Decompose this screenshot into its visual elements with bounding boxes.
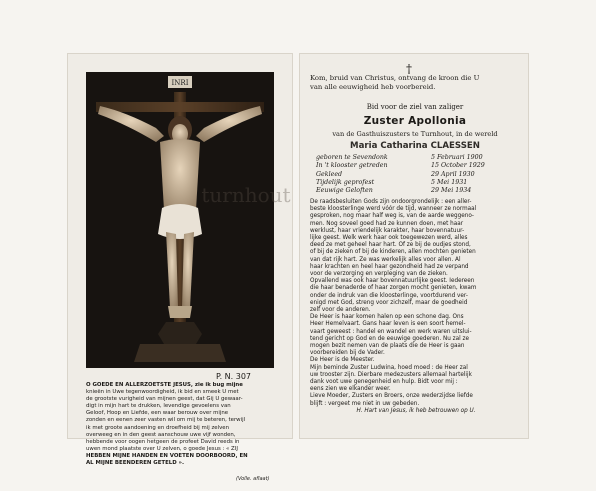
date-value: 29 Mei 1934: [431, 187, 472, 195]
prayer-line: AL MIJNE BEENDEREN GETELD ».: [86, 460, 185, 467]
prayer-line: digt in mijn hart te drukken, levendige gevoelens van: [86, 403, 231, 410]
prayer-line: ik met groote aandoening en droefheid bij mij zelven: [86, 424, 230, 431]
crucifix-illustration: [86, 72, 291, 368]
body-line: beste kloosterlinge werd vóór de tijd, wanneer ze normaal: [310, 206, 477, 213]
pray-for-line: Bid voor de ziel van zaliger: [366, 103, 464, 111]
body-line: dank voot uwe genegenheid en hulp. Bidt voor mij :: [310, 379, 458, 386]
deceased-name: Zuster Apollonia: [363, 115, 467, 127]
opening-line: Kom, bruid van Christus, ontvang de kroon die U: [310, 74, 480, 82]
prayer-line: uwen mond plaatste over U zelven, o goede Jesus : « ZIJ: [86, 445, 238, 452]
body-line: enigd met God, streng voor zichzelf, maar de goedheid: [310, 299, 468, 306]
prayer-line: knieën in Uwe tegenwoordigheid, ik bid en smeek U met: [86, 389, 239, 396]
body-line: Lieve Moeder, Zusters en Broers, onze wederzijdse liefde: [310, 393, 473, 400]
body-line: Opvallend was ook haar bovennatuurlijke geest. Iedereen: [310, 278, 475, 285]
body-line: eens zien we elkander weer.: [310, 386, 391, 393]
opening-verse: [310, 74, 520, 92]
date-value: 15 October 1929: [431, 162, 485, 170]
date-label: In 't klooster getreden: [316, 162, 388, 170]
body-line: Mijn beminde Zuster Ludwina, hoed moed : de Heer zal: [310, 364, 468, 371]
body-line: vaart geweest : handel en wandel en werk waren uitslui-: [310, 328, 472, 335]
body-line: of bij de zieken of bij de kinderen, allen mochten genieten: [310, 249, 476, 256]
date-value: 5 Mei 1931: [431, 178, 468, 186]
prayer-line: O GOEDE EN ALLERZOETSTE JESUS, zie ik bug mijne: [86, 382, 243, 388]
body-line: Heer Hemelvaart. Gans haar leven is een soort hemel-: [310, 321, 466, 328]
inri-label: INRI: [171, 79, 189, 87]
indulgence-note: (Volle. aflaat): [236, 476, 270, 482]
body-line: onder de indruk van die kloosterlinge, voortdurend ver-: [310, 292, 468, 299]
memorial-text: [310, 199, 522, 415]
date-value: 29 April 1930: [431, 170, 475, 178]
prayer-line: HEBBEN MIJNE HANDEN EN VOETEN DOORBOORD, EN: [86, 452, 248, 459]
prayer-line: zonden en eenen zeer vasten wil om mij te beteren, terwijl: [86, 417, 246, 424]
prayer-line: de grootste vurigheid van mijnen geest, dat Gij U gewaar-: [86, 396, 243, 403]
date-label: geboren te Sevendonk: [316, 154, 388, 161]
date-label: Gekleed: [316, 170, 343, 178]
body-line: De Heer is haar komen halen op een schone dag. Ons: [310, 314, 464, 321]
body-line: uw trooster zijn. Dierbare medezusters allemaal hartelijk: [310, 371, 472, 378]
prayer-line: hebbende voor oogen hetgeen de profeet David reeds in: [86, 438, 240, 445]
date-label: Eeuwige Geloften: [316, 187, 373, 195]
watermark: turnhout: [201, 183, 291, 207]
body-line: die haar benaderde of haar zorgen mocht genieten, kwam: [310, 285, 477, 292]
opening-line: van alle eeuwigheid heb voorbereid.: [310, 83, 436, 91]
body-line: mogen bezit nemen van de plaats die de Heer is gaan: [310, 343, 465, 350]
secular-name: Maria Catharina CLAESSEN: [350, 141, 480, 151]
date-row: [316, 179, 520, 187]
body-line: voor de verzorging en verpleging van de zieken.: [310, 271, 448, 278]
date-label: Tijdelijk geprofest: [316, 178, 375, 186]
body-line: deed ze met geheel haar hart. Of ze bij de oudjes stond,: [310, 242, 471, 249]
date-row: [316, 171, 520, 179]
crucifix-image: [86, 72, 291, 368]
body-line: De raadsbesluiten Gods zijn ondoorgrondelijk : een aller-: [310, 199, 472, 205]
body-line: van dat rijk hart. Ze was werkelijk alles voor allen. Al: [310, 256, 461, 263]
body-line: lijke geest. Welk werk haar ook toegewezen werd, alles: [310, 235, 468, 242]
prayer-line: Geloof, Hoop en Liefde, een waar berouw over mijne: [86, 410, 229, 417]
date-row: [316, 162, 520, 170]
date-row: [316, 187, 520, 195]
body-line: De Heer is de Meester.: [310, 357, 375, 364]
body-line: tend gericht op God en de eeuwige goederen. Nu zal ze: [310, 335, 469, 342]
prayer-line: overweeg en in den geest aanschouw uwe vijf wonden,: [86, 431, 236, 438]
body-line: voorbereiden bij de Vader.: [310, 350, 385, 357]
prayer-text: [86, 382, 272, 467]
body-line: men. Nog soveel goed had ze kunnen doen, met haar: [310, 220, 464, 227]
dates-list: [316, 154, 520, 195]
body-line: werklust, haar vriendelijk karakter, haar bovennatuur-: [310, 227, 465, 234]
body-line: zelf voor de anderen.: [310, 307, 371, 314]
plate-number: P. N. 307: [216, 372, 252, 381]
date-value: 5 Februari 1900: [431, 154, 483, 161]
closing-invocation: H. Hart van Jesus, ik heb betrouwen op U.: [356, 407, 476, 414]
body-line: haar krachten en heel haar gezondheid had ze verpand: [310, 263, 469, 270]
body-line: gesproken, nog maar half weg is, van de aarde weggeno-: [310, 213, 474, 220]
congregation-line: van de Gasthuiszusters te Turnhout, in de wereld: [332, 130, 498, 138]
body-line: blijft : vergeet me niet in uw gebeden.: [310, 400, 420, 407]
cross-icon: †: [406, 62, 412, 76]
date-row: [316, 154, 520, 162]
